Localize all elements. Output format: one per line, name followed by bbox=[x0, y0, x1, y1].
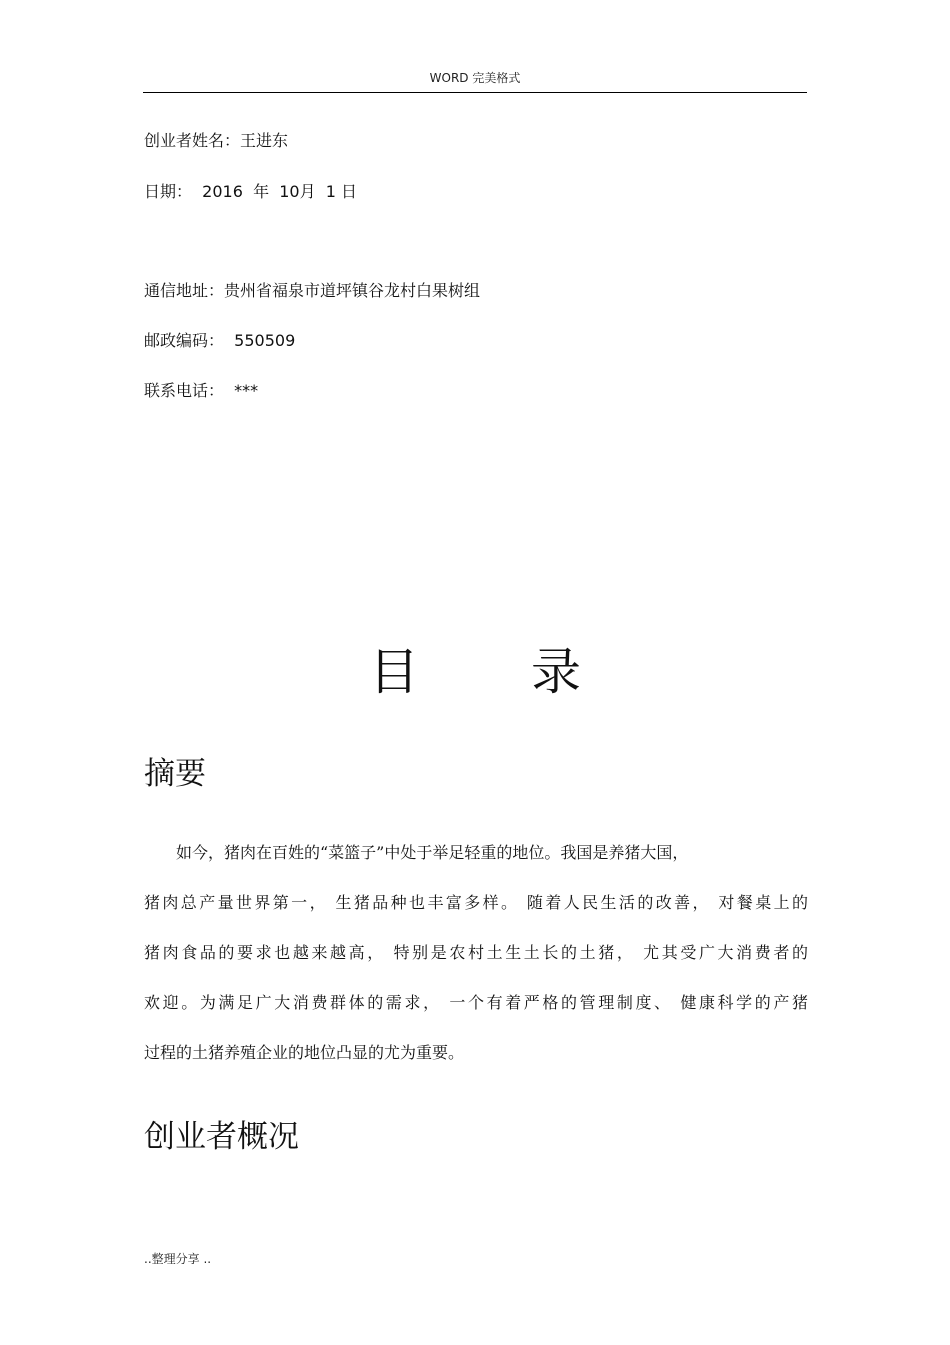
header-text: WORD 完美格式 bbox=[429, 71, 521, 85]
founder-overview-heading: 创业者概况 bbox=[144, 1119, 299, 1155]
address-line: 通信地址：贵州省福泉市道坪镇谷龙村白果树组 bbox=[144, 281, 481, 300]
abstract-line-3: 猪肉食品的要求也越来越高， 特别是农村土生土长的土猪， 尤其受广大消费者的 bbox=[144, 943, 808, 962]
abstract-line-1: 如今，猪肉在百姓的“菜篮子”中处于举足轻重的地位。我国是养猪大国， bbox=[176, 843, 689, 862]
abstract-line-2: 猪肉总产量世界第一， 生猪品种也丰富多样。 随着人民生活的改善， 对餐桌上的 bbox=[144, 893, 808, 912]
page-header bbox=[143, 70, 807, 93]
phone-line: 联系电话： *** bbox=[144, 381, 259, 400]
postal-code-line: 邮政编码： 550509 bbox=[144, 331, 296, 350]
abstract-line-4: 欢迎。为满足广大消费群体的需求， 一个有着严格的管理制度、 健康科学的产猪 bbox=[144, 993, 808, 1012]
toc-title: 目录 bbox=[369, 643, 693, 701]
date-line: 日期： 2016 年 10月 1 日 bbox=[144, 182, 358, 201]
founder-name-line: 创业者姓名：王进东 bbox=[144, 131, 289, 150]
abstract-heading: 摘要 bbox=[144, 756, 206, 792]
page-footer: ..整理分享 .. bbox=[144, 1252, 212, 1266]
abstract-line-5: 过程的土猪养殖企业的地位凸显的尤为重要。 bbox=[144, 1043, 465, 1062]
